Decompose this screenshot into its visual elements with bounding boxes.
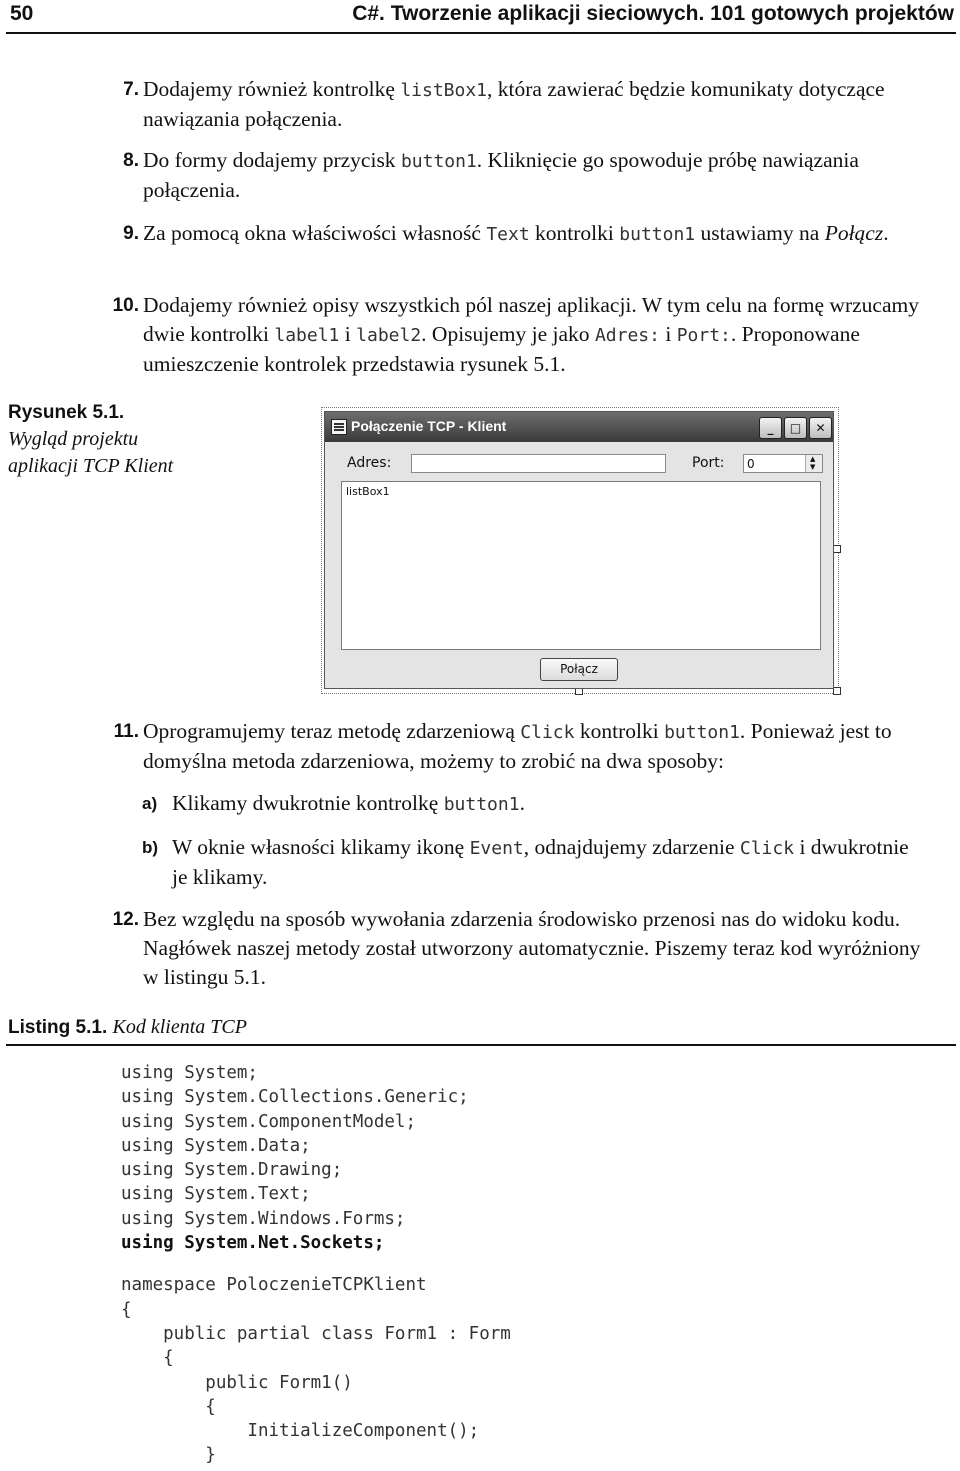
step-10: 10. Dodajemy również opisy wszystkich pól naszej aplikacji. W tym celu na formę wrzucamy dwie kontrolki label1 i label2. Opisujemy je jako Adres: i Port:. Proponowane umieszczenie kontrolek przedstawia rysunek 5.1.	[112, 293, 919, 376]
step-9: 9. Za pomocą okna właściwości własność Text kontrolki button1 ustawiamy na Połącz.	[123, 221, 889, 245]
step-12: 12. Bez względu na sposób wywołania zdarzenia środowisko przenosi nas do widoku kodu. Nagłówek naszej metody został utworzony automatycznie. Piszemy teraz kod wyróżniony w listingu 5.1.	[112, 907, 921, 989]
port-label: Port:	[692, 455, 725, 471]
code-line: {	[121, 1396, 216, 1417]
substep-a: a) Klikamy dwukrotnie kontrolkę button1.	[142, 791, 525, 815]
code-line: using System.Text;	[121, 1184, 311, 1205]
resize-handle-corner[interactable]	[833, 687, 841, 695]
code-line: namespace PoloczenieTCPKlient	[121, 1275, 427, 1296]
substep-b: b) W oknie własności klikamy ikonę Event, odnajdujemy zdarzenie Click i dwukrotnie je klikamy.	[142, 835, 909, 889]
code-line: using System.Data;	[121, 1135, 311, 1156]
step-7: 7. Dodajemy również kontrolkę listBox1, która zawierać będzie komunikaty dotyczące nawiązania połączenia.	[123, 77, 885, 131]
spin-down-icon[interactable]: ▼	[810, 463, 816, 471]
figure-caption-line1: Wygląd projektu	[8, 428, 139, 450]
listing-header	[6, 1012, 956, 1046]
code-line-highlighted: using System.Net.Sockets;	[121, 1233, 385, 1254]
connect-button[interactable]: Połącz	[540, 658, 618, 681]
code-line: {	[121, 1348, 174, 1369]
code-line: using System;	[121, 1063, 258, 1083]
window-titlebar[interactable]	[325, 412, 833, 442]
code-line: public Form1()	[121, 1372, 353, 1393]
page-number: 50	[10, 2, 34, 25]
code-line: using System.Drawing;	[121, 1160, 343, 1181]
minimize-button[interactable]: _	[759, 417, 782, 439]
code-line: using System.Windows.Forms;	[121, 1208, 406, 1229]
code-line: public partial class Form1 : Form	[121, 1323, 511, 1344]
close-button[interactable]: ✕	[809, 417, 832, 439]
port-spinner[interactable]	[805, 455, 822, 472]
code-listing	[121, 1061, 511, 1468]
figure-caption-line2: aplikacji TCP Klient	[8, 455, 174, 477]
code-line-blank	[121, 1255, 511, 1273]
listbox-label: listBox1	[346, 485, 390, 498]
code-line: using System.Collections.Generic;	[121, 1087, 469, 1108]
spin-up-icon[interactable]: ▲	[810, 455, 816, 463]
adres-label: Adres:	[347, 455, 392, 471]
page-header	[6, 0, 956, 34]
port-value: 0	[747, 457, 755, 471]
figure-label: Rysunek 5.1.	[8, 402, 125, 423]
window-title: Połączenie TCP - Klient	[351, 418, 507, 434]
book-title: C#. Tworzenie aplikacji sieciowych. 101 gotowych projektów	[352, 2, 954, 25]
resize-handle-right[interactable]	[833, 545, 841, 553]
listing-title: Kod klienta TCP	[112, 1016, 247, 1038]
tcp-client-window	[324, 411, 834, 689]
step-8: 8. Do formy dodajemy przycisk button1. Kliknięcie go spowoduje próbę nawiązania połączenia.	[123, 148, 859, 202]
code-line: InitializeComponent();	[121, 1421, 480, 1442]
maximize-button[interactable]: □	[784, 417, 807, 439]
code-line: using System.ComponentModel;	[121, 1111, 417, 1132]
code-line: }	[121, 1445, 216, 1466]
port-numeric-input[interactable]	[743, 454, 823, 473]
listing-label: Listing 5.1. Kod klienta TCP	[8, 1016, 247, 1038]
code-line: {	[121, 1299, 132, 1320]
step-11: 11. Oprogramujemy teraz metodę zdarzeniową Click kontrolki button1. Ponieważ jest to domyślna metoda zdarzeniowa, możemy to zrobić na dwa sposoby:	[113, 719, 892, 773]
listbox[interactable]	[341, 481, 821, 650]
window-app-icon	[331, 419, 347, 435]
adres-input[interactable]	[411, 454, 666, 473]
